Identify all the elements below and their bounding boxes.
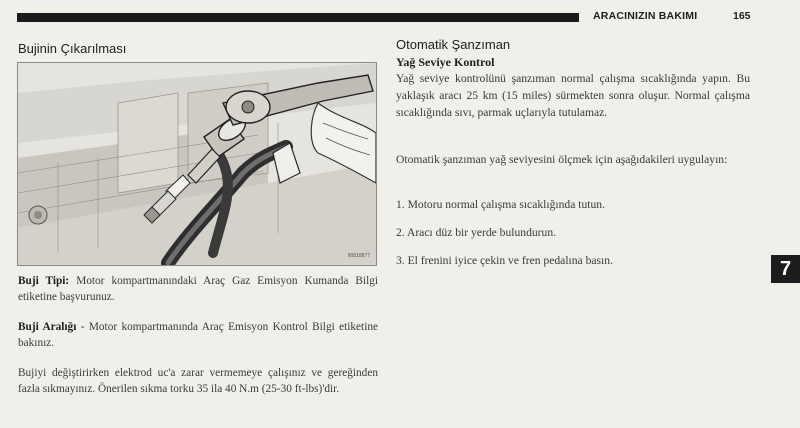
right-section-heading: Otomatik Şanzıman [396,37,511,52]
oil-level-intro-paragraph: Yağ seviye kontrolünü şanzıman normal çalışma sıcaklığında yapın. Bu yaklaşık aracı 25 km (15 miles) sürmekten sonra oluşur. Normal çalışma sıcaklığında sıvı, parmak uçlarıyla tutulamaz. [396,72,750,119]
spark-plug-type-text: Motor kompartmanındaki Araç Gaz Emisyon Kumanda Bilgi etiketine başvurunuz. [18,275,379,303]
spark-plug-gap-paragraph [18,320,378,351]
spark-plug-torque-paragraph: Bujiyi değiştirirken elektrod uc'a zarar vermemeye çalışınız ve gereğinden fazla sıkmayınız. Önerilen sıkma torku 35 ila 40 N.m (25-30 ft-lbs)'dir. [18,367,378,395]
spark-plug-type-paragraph [18,274,378,305]
running-header-title: ARACINIZIN BAKIMI [593,10,698,22]
right-subheading: Yağ Seviye Kontrol [396,55,495,69]
figure-id: 80818877 [347,253,370,259]
spark-plug-type-label: Buji Tipi: [18,275,70,287]
spark-plug-gap-text: - Motor kompartmanında Araç Emisyon Kontrol Bilgi etiketine bakınız. [18,321,378,349]
spark-plug-gap-label: Buji Aralığı [18,321,77,333]
page-number: 165 [733,10,751,22]
spark-plug-illustration [17,62,377,266]
procedure-step-1: 1. Motoru normal çalışma sıcaklığında tutun. [396,198,605,211]
oil-level-procedure-intro: Otomatik şanzıman yağ seviyesini ölçmek için aşağıdakileri uygulayın: [396,153,728,166]
spark-plug-removal-drawing [18,63,376,265]
left-section-heading: Bujinin Çıkarılması [18,41,127,56]
chapter-tab: 7 [771,255,800,283]
procedure-step-3: 3. El frenini iyice çekin ve fren pedalına basın. [396,254,613,267]
header-rule [17,13,579,22]
procedure-step-2: 2. Aracı düz bir yerde bulundurun. [396,226,557,239]
